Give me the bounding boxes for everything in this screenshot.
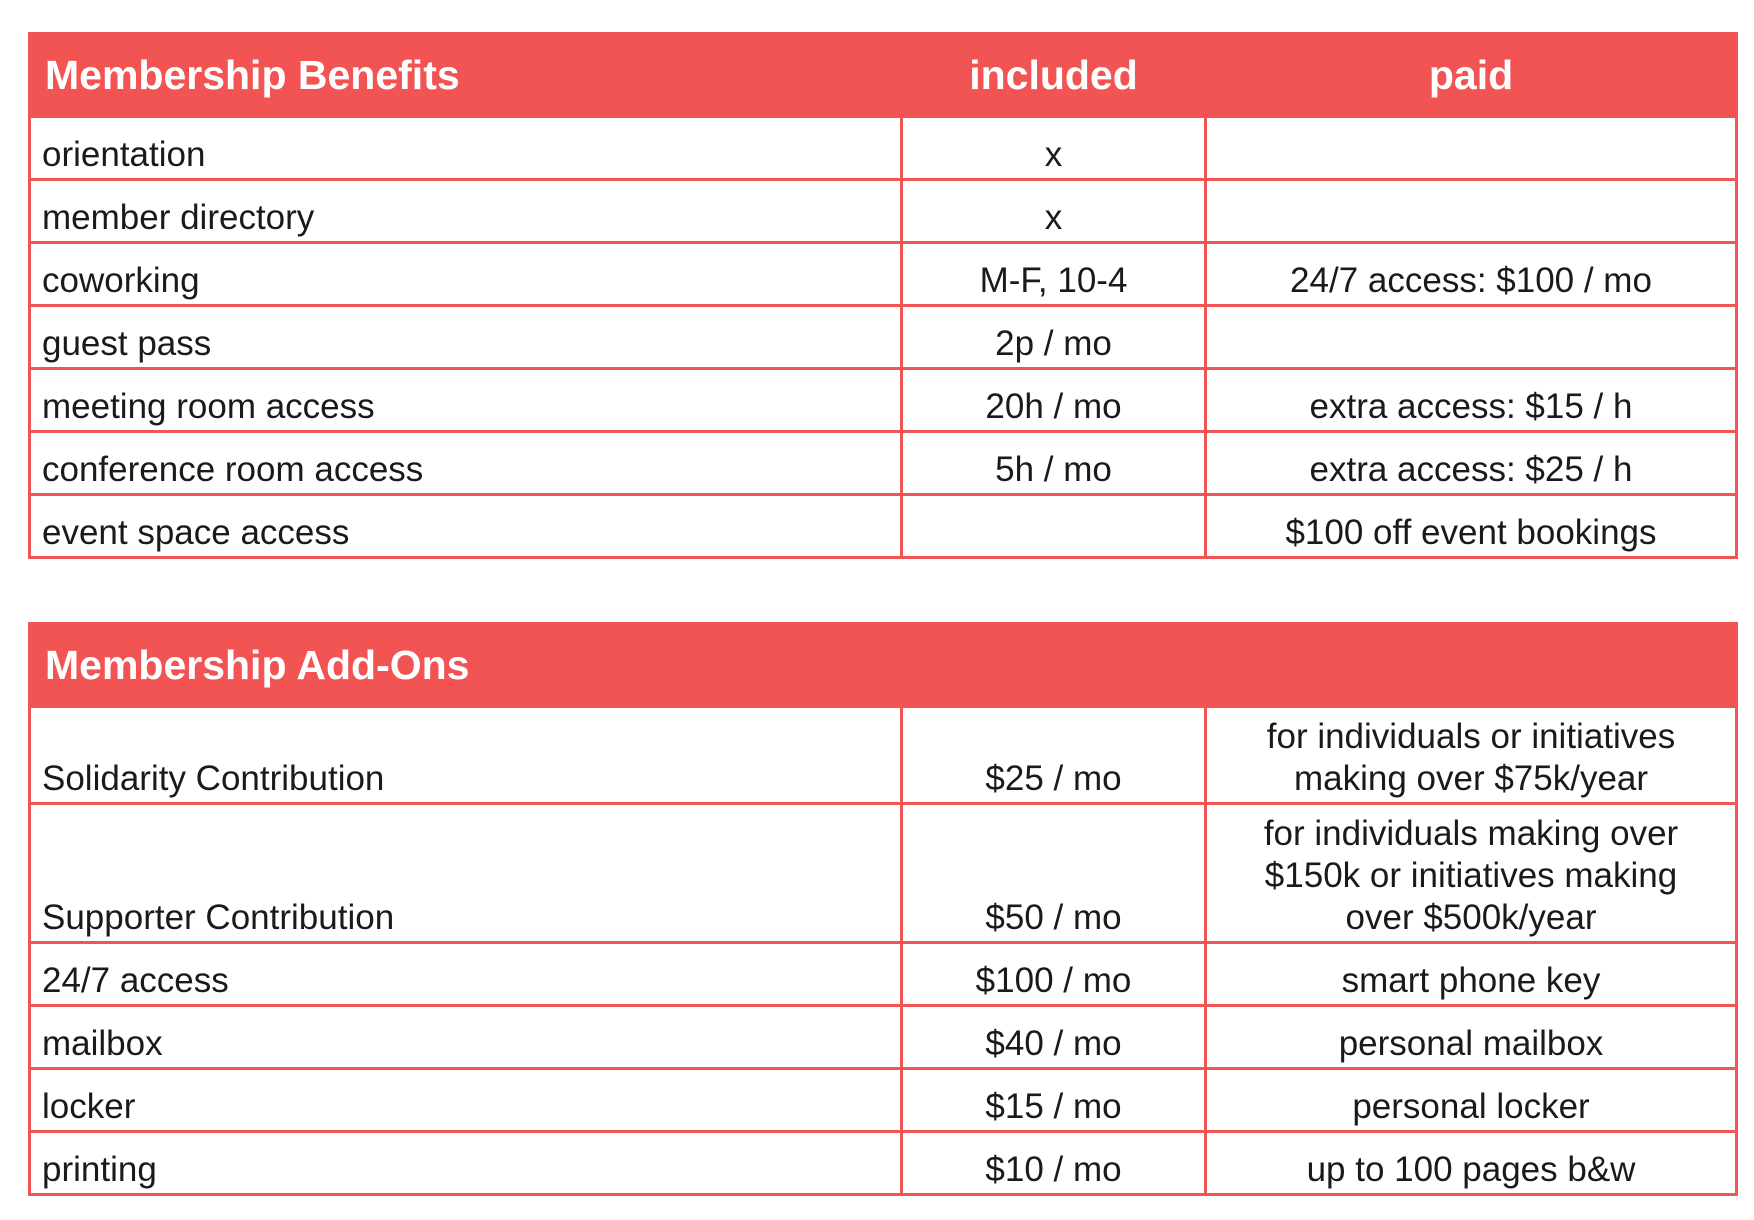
table-row bbox=[30, 117, 1737, 180]
paid-column-header: paid bbox=[1206, 34, 1737, 117]
benefits-title-header: Membership Benefits bbox=[30, 34, 902, 117]
benefit-name-cell: guest pass bbox=[30, 306, 902, 369]
table-row bbox=[30, 1069, 1737, 1132]
addon-price-cell: $40 / mo bbox=[902, 1006, 1206, 1069]
paid-cell bbox=[1206, 306, 1737, 369]
benefit-name-cell: meeting room access bbox=[30, 369, 902, 432]
addon-price-cell: $15 / mo bbox=[902, 1069, 1206, 1132]
included-cell: M-F, 10-4 bbox=[902, 243, 1206, 306]
paid-cell: extra access: $25 / h bbox=[1206, 432, 1737, 495]
paid-cell: 24/7 access: $100 / mo bbox=[1206, 243, 1737, 306]
table-row bbox=[30, 804, 1737, 943]
table-row bbox=[30, 1006, 1737, 1069]
included-cell: 5h / mo bbox=[902, 432, 1206, 495]
table-row bbox=[30, 495, 1737, 558]
addon-price-cell: $10 / mo bbox=[902, 1132, 1206, 1195]
benefit-name-cell: orientation bbox=[30, 117, 902, 180]
addon-detail-cell: smart phone key bbox=[1206, 943, 1737, 1006]
table-row bbox=[30, 180, 1737, 243]
addons-header-row bbox=[30, 624, 1737, 707]
included-cell: x bbox=[902, 117, 1206, 180]
benefit-name-cell: member directory bbox=[30, 180, 902, 243]
addon-detail-cell bbox=[1206, 707, 1737, 804]
benefit-name-cell: event space access bbox=[30, 495, 902, 558]
paid-cell bbox=[1206, 117, 1737, 180]
paid-cell: extra access: $15 / h bbox=[1206, 369, 1737, 432]
table-row bbox=[30, 943, 1737, 1006]
included-cell: 2p / mo bbox=[902, 306, 1206, 369]
included-column-header: included bbox=[902, 34, 1206, 117]
table-row bbox=[30, 243, 1737, 306]
included-cell: 20h / mo bbox=[902, 369, 1206, 432]
table-row bbox=[30, 306, 1737, 369]
table-row bbox=[30, 432, 1737, 495]
addon-price-cell: $100 / mo bbox=[902, 943, 1206, 1006]
addon-name-cell: mailbox bbox=[30, 1006, 902, 1069]
included-cell bbox=[902, 495, 1206, 558]
addon-name-cell: Supporter Contribution bbox=[30, 804, 902, 943]
addon-detail-cell: personal mailbox bbox=[1206, 1006, 1737, 1069]
addon-name-cell: 24/7 access bbox=[30, 943, 902, 1006]
benefits-header-row bbox=[30, 34, 1737, 117]
addon-detail-cell: up to 100 pages b&w bbox=[1206, 1132, 1737, 1195]
table-row bbox=[30, 369, 1737, 432]
included-cell: x bbox=[902, 180, 1206, 243]
addon-detail-text: for individuals or initiatives making over $75k/year bbox=[1266, 717, 1676, 798]
benefit-name-cell: conference room access bbox=[30, 432, 902, 495]
addon-detail-cell: personal locker bbox=[1206, 1069, 1737, 1132]
table-row bbox=[30, 1132, 1737, 1195]
benefit-name-cell: coworking bbox=[30, 243, 902, 306]
addon-price-cell: $50 / mo bbox=[902, 804, 1206, 943]
addon-name-cell: Solidarity Contribution bbox=[30, 707, 902, 804]
membership-addons-table bbox=[28, 622, 1738, 1196]
addon-name-cell: locker bbox=[30, 1069, 902, 1132]
addon-detail-cell bbox=[1206, 804, 1737, 943]
addon-detail-text: for individuals making over $150k or initiatives making over $500k/year bbox=[1263, 814, 1679, 937]
addons-title-header: Membership Add-Ons bbox=[30, 624, 1737, 707]
addon-price-cell: $25 / mo bbox=[902, 707, 1206, 804]
paid-cell: $100 off event bookings bbox=[1206, 495, 1737, 558]
paid-cell bbox=[1206, 180, 1737, 243]
addon-name-cell: printing bbox=[30, 1132, 902, 1195]
membership-benefits-table bbox=[28, 32, 1738, 559]
table-row bbox=[30, 707, 1737, 804]
